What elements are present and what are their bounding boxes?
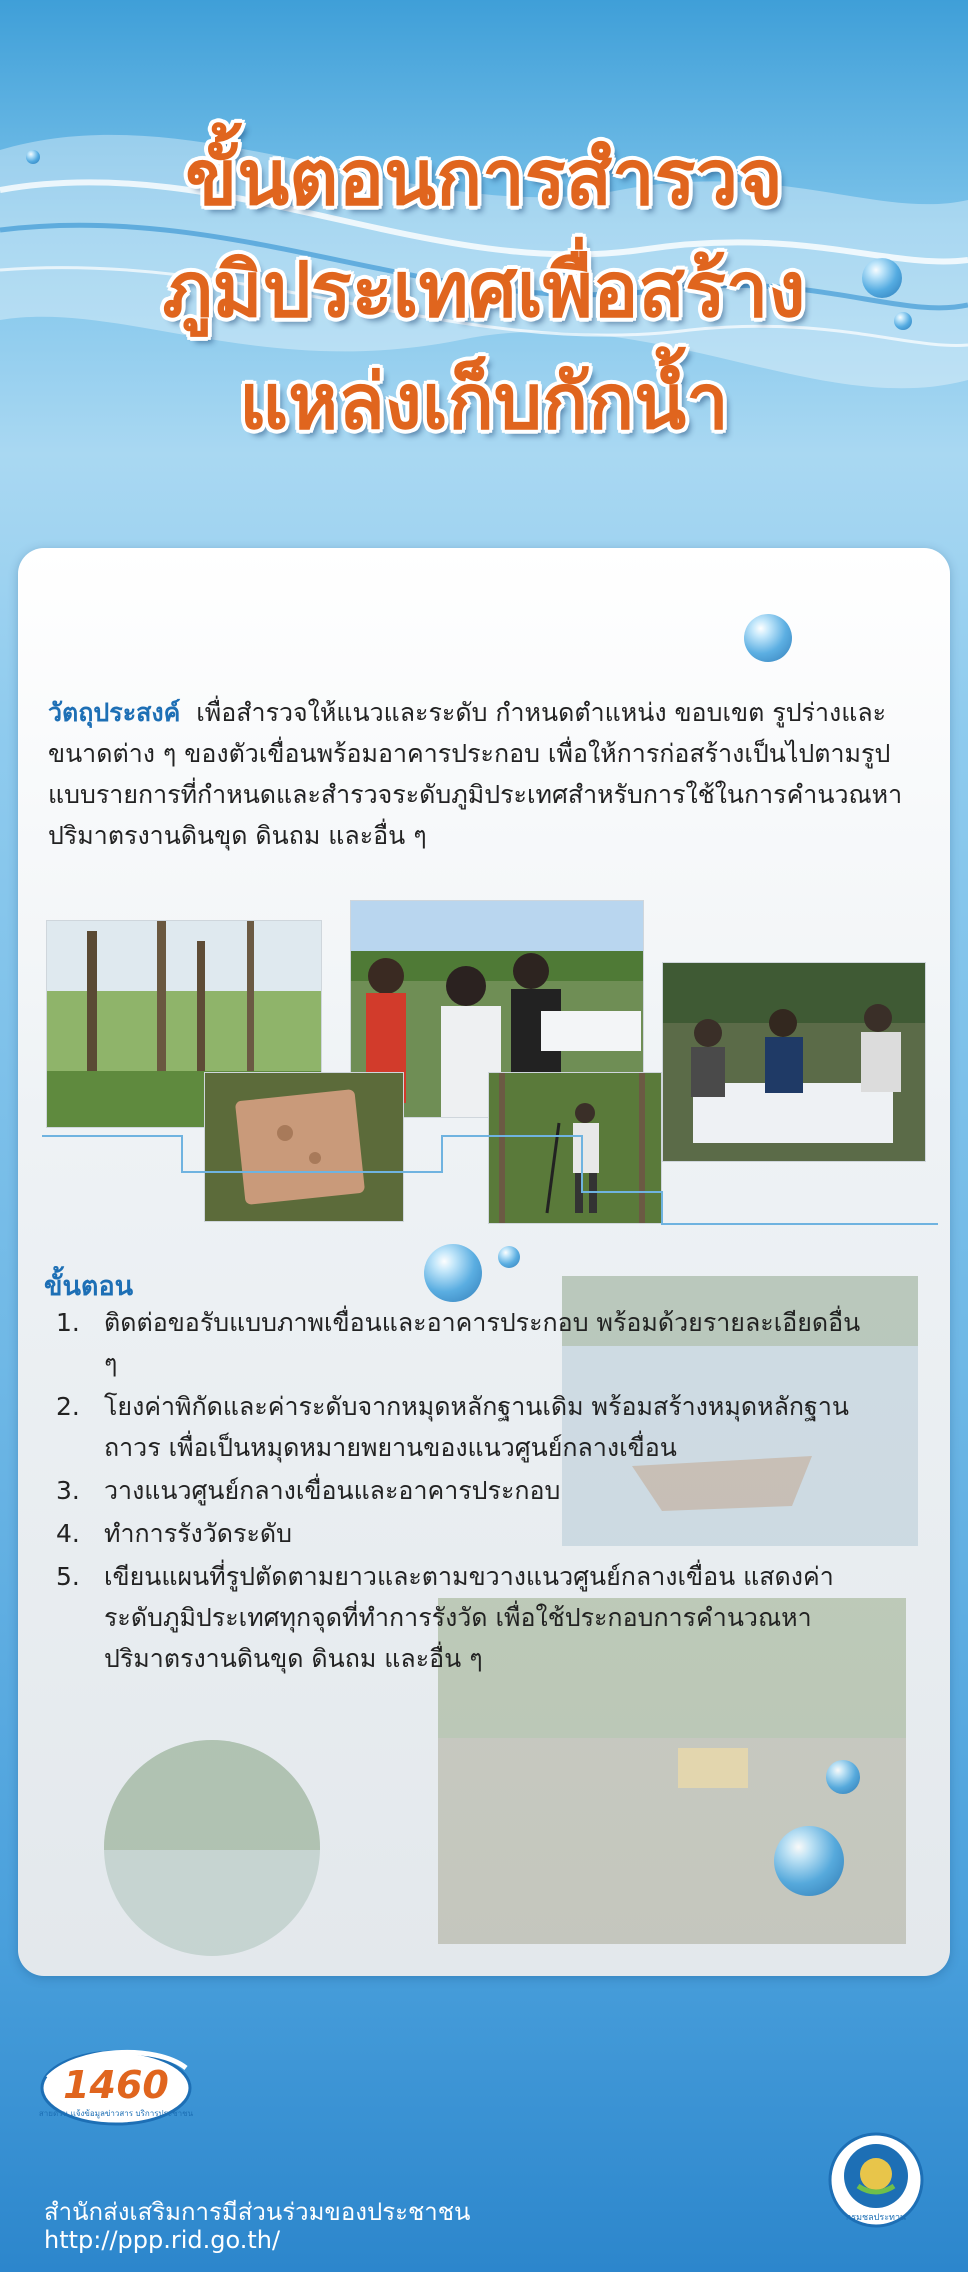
title-line-3: แหล่งเก็บกักน้ำ	[239, 357, 729, 446]
title-line-2: ภูมิประเทศเพื่อสร้าง	[162, 245, 806, 334]
title-line-1: ขั้นตอนการสำรวจ	[185, 133, 783, 222]
step-item	[56, 1556, 876, 1679]
steps-heading: ขั้นตอน	[44, 1271, 134, 1302]
water-bubble	[744, 614, 792, 662]
website-url: http://ppp.rid.go.th/	[44, 2226, 281, 2254]
step-text: ติดต่อขอรับแบบภาพเขื่อนและอาคารประกอบ พร้อมด้วยรายละเอียดอื่น ๆ	[104, 1308, 861, 1378]
royal-irrigation-department-seal	[828, 2132, 924, 2228]
water-bubble	[826, 1760, 860, 1794]
step-item	[56, 1302, 876, 1384]
step-text: วางแนวศูนย์กลางเขื่อนและอาคารประกอบ	[104, 1476, 561, 1505]
collage-frame-line	[42, 1128, 938, 1238]
step-number: 2.	[56, 1392, 80, 1421]
hotline-1460-logo	[36, 2038, 196, 2130]
hotline-caption: สายด่วน แจ้งข้อมูลข่าวสาร บริการประชาชน	[38, 2109, 194, 2118]
objective-text: เพื่อสำรวจให้แนวและระดับ กำหนดตำแหน่ง ขอบเขต รูปร่างและขนาดต่าง ๆ ของตัวเขื่อนพร้อมอาคารประกอบ เพื่อให้การก่อสร้างเป็นไปตามรูปแบบรายการที่กำหนดและสำรวจระดับภูมิประเทศสำหรับการใช้ในการคำนวณหาปริมาตรงานดินขุด ดินถม และอื่น ๆ	[48, 698, 903, 850]
step-number: 1.	[56, 1308, 80, 1337]
step-number: 4.	[56, 1519, 80, 1548]
steps-list	[56, 1302, 876, 1681]
office-name: สำนักส่งเสริมการมีส่วนร่วมของประชาชน	[44, 2198, 471, 2226]
water-bubble	[498, 1246, 520, 1268]
step-item	[56, 1470, 876, 1511]
step-text: ทำการรังวัดระดับ	[104, 1519, 292, 1548]
water-bubble	[424, 1244, 482, 1302]
step-item	[56, 1386, 876, 1468]
step-number: 3.	[56, 1476, 80, 1505]
objective-paragraph	[48, 692, 918, 856]
step-text: โยงค่าพิกัดและค่าระดับจากหมุดหลักฐานเดิม พร้อมสร้างหมุดหลักฐานถาวร เพื่อเป็นหมุดหมายพยานของแนวศูนย์กลางเขื่อน	[104, 1392, 849, 1462]
faded-photo-reservoir-circle	[104, 1740, 320, 1956]
seal-caption: กรมชลประทาน	[845, 2213, 907, 2223]
objective-label: วัตถุประสงค์	[48, 698, 181, 727]
step-text: เขียนแผนที่รูปตัดตามยาวและตามขวางแนวศูนย์กลางเขื่อน แสดงค่าระดับภูมิประเทศทุกจุดที่ทำการรังวัด เพื่อใช้ประกอบการคำนวณหาปริมาตรงานดินขุด ดินถม และอื่น ๆ	[104, 1562, 834, 1673]
step-item	[56, 1513, 876, 1554]
water-bubble	[774, 1826, 844, 1896]
step-number: 5.	[56, 1562, 80, 1591]
hotline-number: 1460	[63, 2063, 169, 2107]
